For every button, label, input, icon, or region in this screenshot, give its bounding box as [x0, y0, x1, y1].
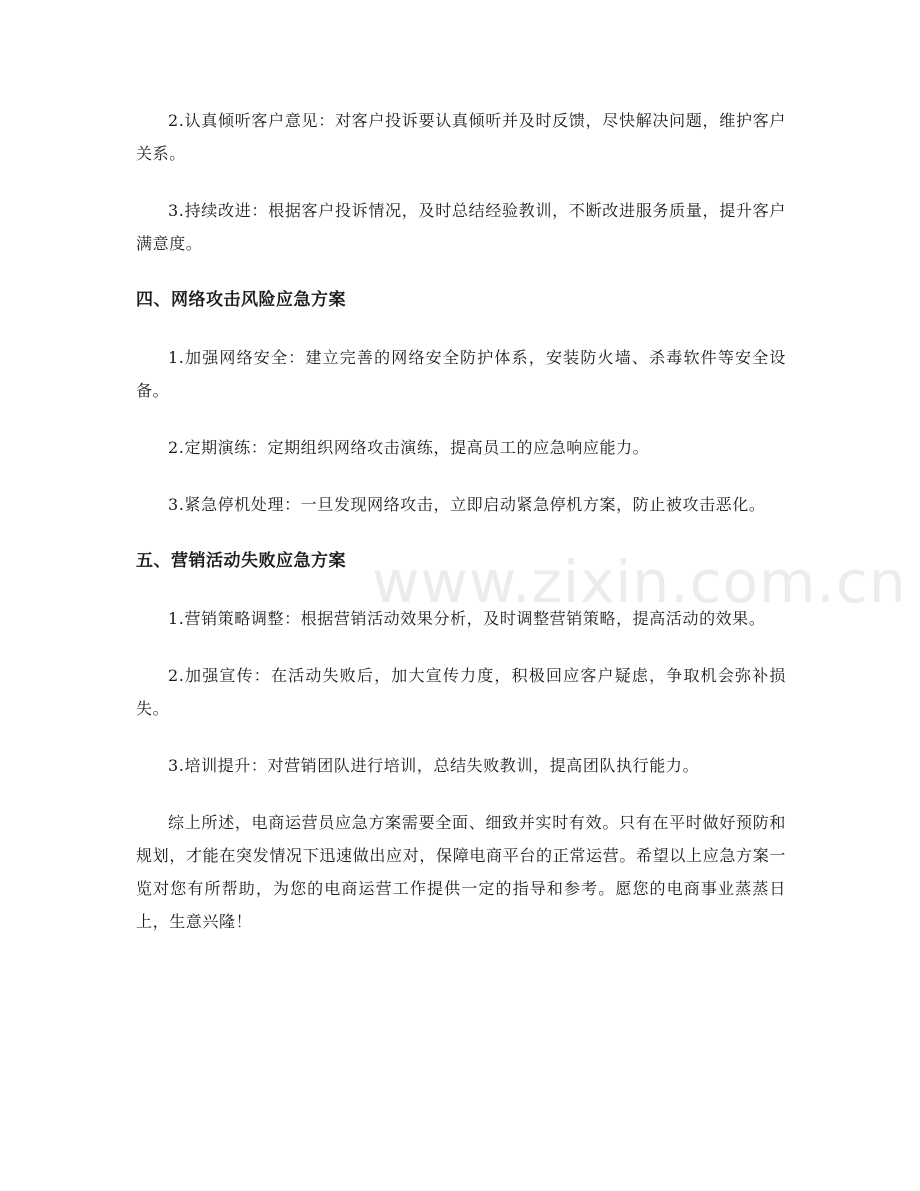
- list-item: 2.认真倾听客户意见：对客户投诉要认真倾听并及时反馈，尽快解决问题，维护客户关系。: [136, 111, 786, 163]
- list-item: 3.持续改进：根据客户投诉情况，及时总结经验教训，不断改进服务质量，提升客户满意度。: [136, 201, 786, 253]
- document-body: [136, 104, 786, 962]
- list-item: 2.加强宣传：在活动失败后，加大宣传力度，积极回应客户疑虑，争取机会弥补损失。: [136, 666, 786, 718]
- watermark: www.zixin.com.cn: [372, 548, 907, 616]
- list-item: 3.培训提升：对营销团队进行培训，总结失败教训，提高团队执行能力。: [168, 756, 700, 775]
- list-item: 1.加强网络安全：建立完善的网络安全防护体系，安装防火墙、杀毒软件等安全设备。: [136, 348, 786, 400]
- conclusion-paragraph: 综上所述，电商运营员应急方案需要全面、细致并实时有效。只有在平时做好预防和规划，才能在突发情况下迅速做出应对，保障电商平台的正常运营。希望以上应急方案一览对您有所帮助，为您的电商运营工作提供一定的指导和参考。愿您的电商事业蒸蒸日上，生意兴隆！: [136, 813, 786, 931]
- section-heading-network-attack: 四、网络攻击风险应急方案: [136, 290, 346, 310]
- list-item: 3.紧急停机处理：一旦发现网络攻击，立即启动紧急停机方案，防止被攻击恶化。: [168, 495, 766, 514]
- section-heading-marketing-failure: 五、营销活动失败应急方案: [136, 551, 346, 571]
- list-item: 2.定期演练：定期组织网络攻击演练，提高员工的应急响应能力。: [168, 438, 650, 457]
- list-item: 1.营销策略调整：根据营销活动效果分析，及时调整营销策略，提高活动的效果。: [168, 609, 766, 628]
